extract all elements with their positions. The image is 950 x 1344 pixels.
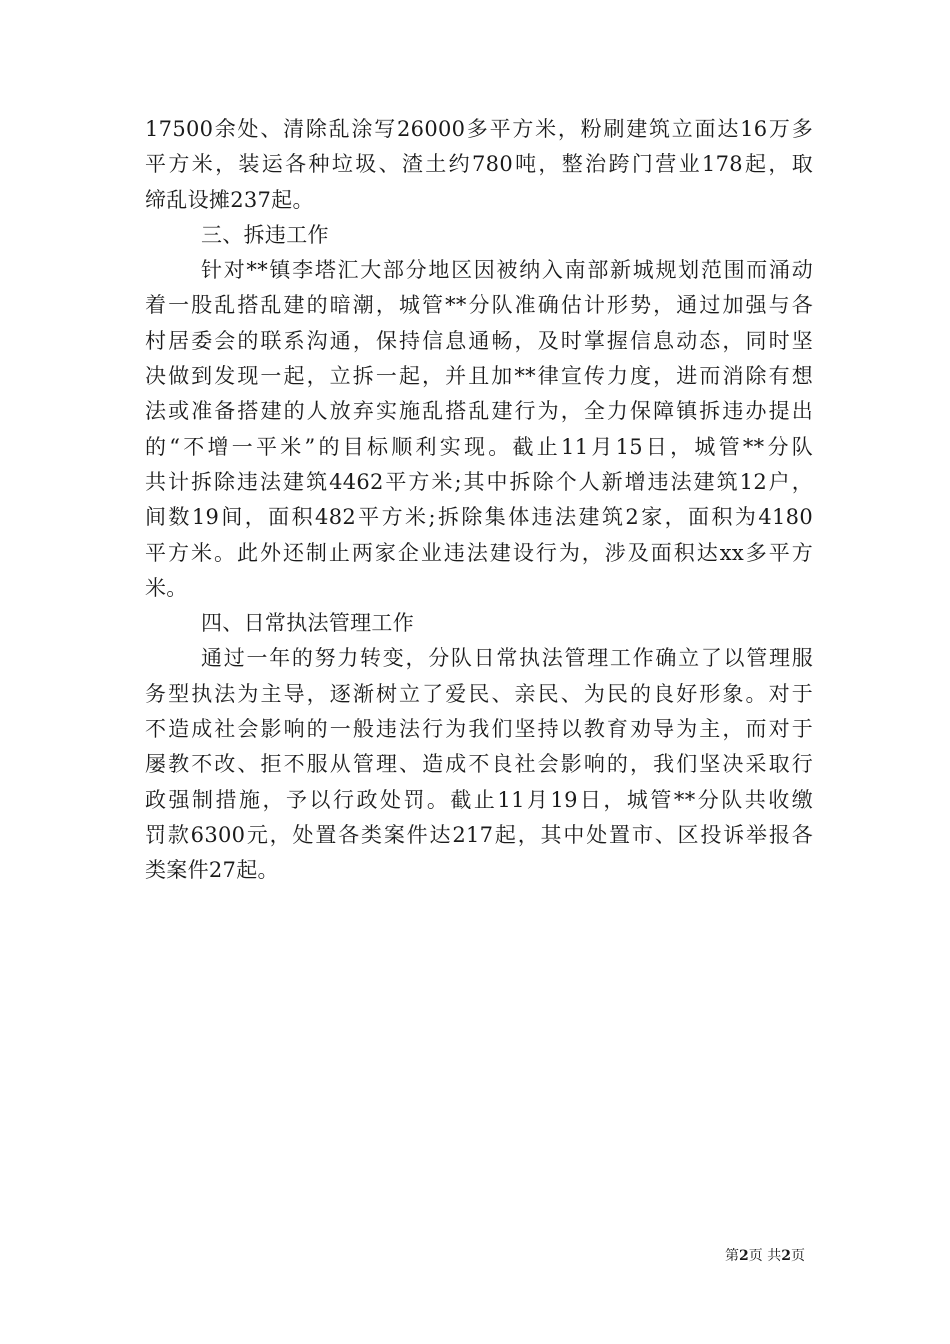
text-line: 的“不增一平米”的目标顺利实现。截止11月15日，城管**分队 (145, 434, 813, 459)
section-heading-daily-enforcement: 四、日常执法管理工作 (201, 611, 414, 636)
text-line: 缔乱设摊237起。 (145, 187, 314, 212)
text-line: 平方米。此外还制止两家企业违法建设行为，涉及面积达xx多平方 (145, 540, 813, 565)
text-line: 着一股乱搭乱建的暗潮，城管**分队准确估计形势，通过加强与各 (145, 293, 813, 318)
text-line: 针对**镇李塔汇大部分地区因被纳入南部新城规划范围而涌动 (201, 258, 813, 283)
text-line: 村居委会的联系沟通，保持信息通畅，及时掌握信息动态，同时坚 (145, 328, 813, 353)
text-line: 共计拆除违法建筑4462平方米;其中拆除个人新增违法建筑12户， (145, 469, 813, 494)
footer-prefix: 第 (725, 1248, 740, 1264)
text-line: 平方米，装运各种垃圾、渣土约780吨，整治跨门营业178起，取 (145, 152, 813, 177)
text-line: 罚款6300元，处置各类案件达217起，其中处置市、区投诉举报各 (145, 822, 813, 847)
text-line: 间数19间，面积482平方米;拆除集体违法建筑2家，面积为4180 (145, 505, 813, 530)
text-line: 通过一年的努力转变，分队日常执法管理工作确立了以管理服 (201, 646, 813, 671)
footer-suffix: 页 (791, 1248, 805, 1264)
text-line: 米。 (145, 575, 188, 600)
total-pages-number: 2 (781, 1248, 791, 1264)
text-line: 17500余处、清除乱涂写26000多平方米，粉刷建筑立面达16万多 (145, 117, 813, 141)
text-line: 不造成社会影响的一般违法行为我们坚持以教育劝导为主，而对于 (145, 717, 813, 742)
current-page-number: 2 (739, 1248, 749, 1264)
document-body (145, 112, 813, 889)
text-line: 屡教不改、拒不服从管理、造成不良社会影响的，我们坚决采取行 (145, 752, 813, 777)
text-line: 类案件27起。 (145, 858, 279, 883)
page-number-footer (725, 1247, 805, 1265)
footer-middle: 页 共 (748, 1248, 782, 1264)
text-line: 务型执法为主导，逐渐树立了爱民、亲民、为民的良好形象。对于 (145, 681, 813, 706)
text-line: 决做到发现一起，立拆一起，并且加**律宣传力度，进而消除有想 (145, 364, 813, 389)
text-line: 政强制措施，予以行政处罚。截止11月19日，城管**分队共收缴 (145, 787, 813, 812)
text-line: 法或准备搭建的人放弃实施乱搭乱建行为，全力保障镇拆违办提出 (145, 399, 813, 424)
section-heading-demolition: 三、拆违工作 (201, 222, 329, 247)
